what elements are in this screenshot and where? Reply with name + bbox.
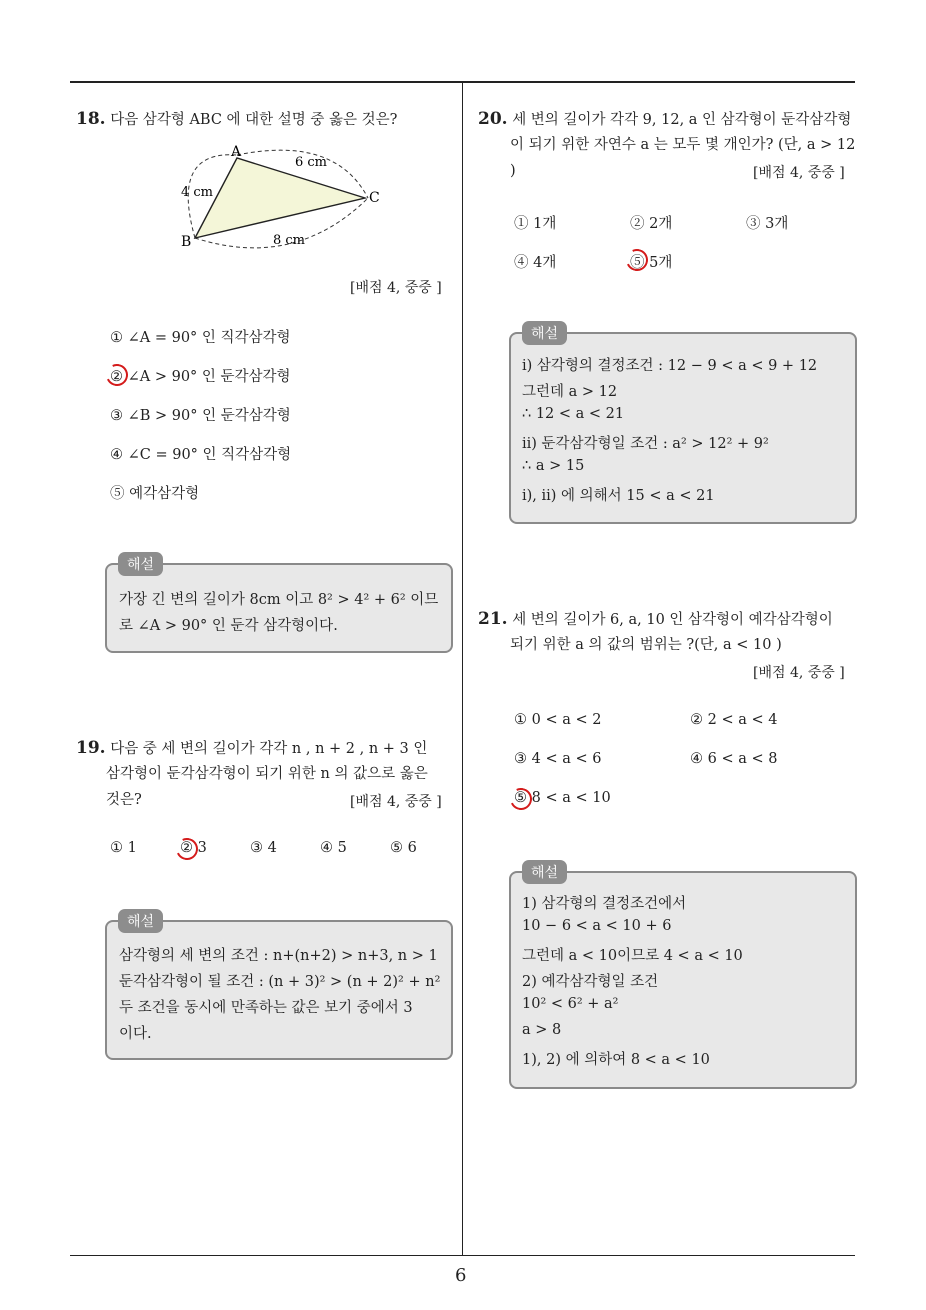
question-19 [76, 735, 427, 762]
solution-line: 2) 예각삼각형일 조건 [522, 974, 659, 990]
choice-3[interactable]: ③ 4 [250, 840, 277, 856]
solution-line: 그런데 a < 10이므로 4 < a < 10 [522, 948, 743, 964]
vertex-label-b: B [181, 234, 192, 250]
solution-tag: 해설 [522, 321, 567, 345]
solution-line: ⅰ) 삼각형의 결정조건 : 12 − 9 < a < 9 + 12 [522, 358, 818, 374]
choice-4[interactable]: ④ ∠C = 90° 인 직각삼각형 [110, 447, 292, 463]
solution-line: a > 8 [522, 1022, 562, 1038]
question-number: 19. [76, 738, 106, 758]
column-divider [462, 81, 463, 1256]
solution-tag: 해설 [522, 860, 567, 884]
vertex-label-a: A [231, 144, 242, 160]
side-label-ab: 4 cm [181, 185, 214, 200]
solution-line: 10² < 6² + a² [522, 996, 619, 1012]
triangle-figure [175, 140, 395, 255]
question-21 [478, 606, 833, 633]
question-text: 다음 삼각형 ABC 에 대한 설명 중 옳은 것은? [110, 112, 398, 128]
side-label-bc: 8 cm [273, 233, 306, 248]
choice-3[interactable]: ③ 4 < a < 6 [514, 751, 602, 767]
choice-5[interactable]: ⑤ 8 < a < 10 [514, 790, 611, 806]
solution-line: 그런데 a > 12 [522, 384, 618, 400]
solution-tag: 해설 [118, 552, 163, 576]
question-text: 되기 위한 a 의 값의 범위는 ?(단, a < 10 ) [510, 637, 782, 653]
choice-2[interactable]: ② ∠A > 90° 인 둔각삼각형 [110, 369, 291, 385]
score-label: [배점 4, 중중 ] [350, 280, 442, 296]
solution-line: 1) 삼각형의 결정조건에서 [522, 896, 687, 912]
question-number: 20. [478, 109, 508, 129]
score-label: [배점 4, 중중 ] [753, 165, 845, 181]
question-number: 21. [478, 609, 508, 629]
choice-3[interactable]: ③ ∠B > 90° 인 둔각삼각형 [110, 408, 291, 424]
choice-1[interactable]: ① 0 < a < 2 [514, 712, 602, 728]
question-20 [478, 106, 851, 133]
solution-line: ∴ 12 < a < 21 [522, 406, 625, 422]
solution-line: 10 − 6 < a < 10 + 6 [522, 918, 672, 934]
solution-line: 두 조건을 동시에 만족하는 값은 보기 중에서 3 [119, 1000, 413, 1016]
side-label-ac: 6 cm [295, 155, 328, 170]
solution-line: ∴ a > 15 [522, 458, 585, 474]
choice-1[interactable]: ① 1 [110, 840, 137, 856]
choice-5[interactable]: ⑤ 5개 [630, 255, 673, 271]
solution-line: ⅱ) 둔각삼각형일 조건 : a² > 12² + 9² [522, 436, 769, 452]
solution-line: 로 ∠A > 90° 인 둔각 삼각형이다. [119, 618, 338, 634]
choice-4[interactable]: ④ 6 < a < 8 [690, 751, 778, 767]
choice-1[interactable]: ① ∠A = 90° 인 직각삼각형 [110, 330, 291, 346]
question-text: 이 되기 위한 자연수 a 는 모두 몇 개인가? (단, a > 12 [510, 137, 856, 153]
solution-line: 1), 2) 에 의하여 8 < a < 10 [522, 1052, 710, 1068]
score-label: [배점 4, 중중 ] [350, 794, 442, 810]
bottom-rule [70, 1255, 855, 1256]
choice-5[interactable]: ⑤ 예각삼각형 [110, 486, 200, 502]
question-text: 삼각형이 둔각삼각형이 되기 위한 n 의 값으로 옳은 [106, 766, 428, 782]
question-text: 것은? [106, 792, 142, 808]
choice-2[interactable]: ② 2개 [630, 216, 673, 232]
question-number: 18. [76, 109, 106, 129]
choice-1[interactable]: ① 1개 [514, 216, 557, 232]
score-label: [배점 4, 중중 ] [753, 665, 845, 681]
choice-5[interactable]: ⑤ 6 [390, 840, 417, 856]
solution-line: 둔각삼각형이 될 조건 : (n + 3)² > (n + 2)² + n² [119, 974, 441, 990]
question-text: 다음 중 세 변의 길이가 각각 n , n + 2 , n + 3 인 [110, 741, 428, 757]
vertex-label-c: C [369, 190, 380, 206]
question-18 [76, 106, 397, 133]
solution-line: 삼각형의 세 변의 조건 : n+(n+2) > n+3, n > 1 [119, 948, 438, 964]
choice-2[interactable]: ② 2 < a < 4 [690, 712, 778, 728]
question-text: 세 변의 길이가 각각 9, 12, a 인 삼각형이 둔각삼각형 [512, 112, 852, 128]
choice-2[interactable]: ② 3 [180, 840, 207, 856]
question-text: 세 변의 길이가 6, a, 10 인 삼각형이 예각삼각형이 [512, 612, 833, 628]
question-text: ) [510, 163, 516, 179]
solution-tag: 해설 [118, 909, 163, 933]
choice-4[interactable]: ④ 4개 [514, 255, 557, 271]
choice-3[interactable]: ③ 3개 [746, 216, 789, 232]
solution-line: 가장 긴 변의 길이가 8cm 이고 8² > 4² + 6² 이므 [119, 592, 439, 608]
page-number: 6 [455, 1265, 467, 1286]
choice-4[interactable]: ④ 5 [320, 840, 347, 856]
solution-line: ⅰ), ⅱ) 에 의해서 15 < a < 21 [522, 488, 715, 504]
solution-line: 이다. [119, 1026, 152, 1042]
